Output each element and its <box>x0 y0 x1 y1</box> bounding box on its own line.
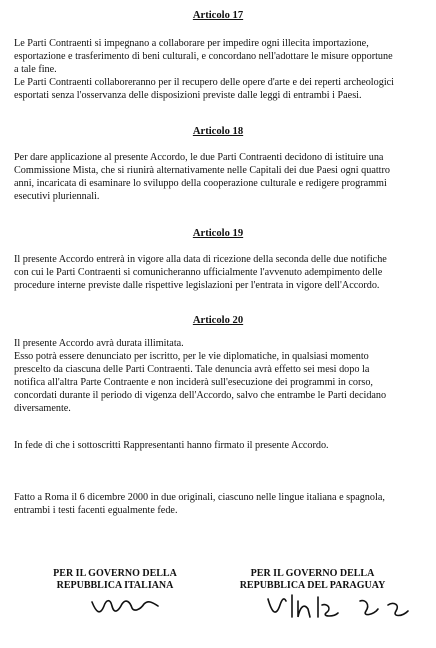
text-line: Il presente Accordo entrerà in vigore alla data di ricezione della seconda delle due notifiche <box>14 254 387 265</box>
text-line: esecutivi pluriennali. <box>14 190 100 202</box>
closing-statement <box>14 440 420 453</box>
text-line: esportati senza l'osservanza delle disposizioni previste dalle leggi di entrambi i Paesi. <box>14 89 362 101</box>
text-line: con cui le Parti Contraenti si comunicheranno ufficialmente l'avvenuto adempimento delle <box>14 266 383 278</box>
text-line: esportazione e trasferimento di beni culturali, e concordano nell'adottare le misure opportune <box>14 50 393 62</box>
article-20-heading: Articolo 20 <box>192 315 244 326</box>
signatory-line: REPUBBLICA DEL PARAGUAY <box>239 580 386 591</box>
signature-paraguay-image <box>262 591 412 625</box>
signatory-paraguay <box>230 568 395 592</box>
text-line: In fede di che i sottoscritti Rappresentanti hanno firmato il presente Accordo. <box>14 440 329 451</box>
article-19-text <box>14 254 420 293</box>
text-line: anni, incaricata di esaminare lo sviluppo della cooperazione culturale e redigere programmi <box>14 177 387 189</box>
text-line: a tale fine. <box>14 63 57 75</box>
text-line: Fatto a Roma il 6 dicembre 2000 in due originali, ciascuno nelle lingue italiana e spagnola, <box>14 492 385 503</box>
text-line: Le Parti Contraenti si impegnano a collaborare per impedire ogni illecita importazione, <box>14 38 369 49</box>
signatory-line: PER IL GOVERNO DELLA <box>250 568 375 579</box>
text-line: diversamente. <box>14 402 71 414</box>
article-18-heading: Articolo 18 <box>192 126 244 137</box>
text-line: Commissione Mista, che si riunirà alternativamente nelle Capitali dei due Paesi ogni quattro <box>14 164 390 176</box>
text-line: procedure interne previste dalle rispettive legislazioni per l'entrata in vigore dell'Accordo. <box>14 279 380 291</box>
text-line: notifica all'altra Parte Contraente e non inciderà sull'esecuzione dei programmi in corso, <box>14 376 373 388</box>
article-19-heading: Articolo 19 <box>192 228 244 239</box>
text-line: concordati durante il periodo di vigenza dell'Accordo, salvo che entrambe le Parti decidano <box>14 389 387 401</box>
text-line: Le Parti Contraenti collaboreranno per il recupero delle opere d'arte e dei reperti archeologici <box>14 76 395 88</box>
text-line: entrambi i testi facenti egualmente fede. <box>14 504 178 516</box>
article-18-text <box>14 152 420 204</box>
text-line: prescelto da ciascuna delle Parti Contraenti. Tale denuncia avrà effetto sei mesi dopo la <box>14 363 370 375</box>
text-line: Esso potrà essere denunciato per iscritto, per le vie diplomatiche, in qualsiasi momento <box>14 350 369 362</box>
signatory-line: REPUBBLICA ITALIANA <box>56 580 174 591</box>
article-17-text <box>14 38 420 103</box>
signature-italy-image <box>88 594 168 620</box>
text-line: Per dare applicazione al presente Accordo, le due Parti Contraenti decidono di istituire una <box>14 152 384 163</box>
signatory-line: PER IL GOVERNO DELLA <box>53 568 177 579</box>
article-20-text <box>14 338 420 415</box>
signatory-italy <box>46 568 184 592</box>
done-at-statement <box>14 492 420 518</box>
article-17-heading: Articolo 17 <box>192 10 244 21</box>
text-line: Il presente Accordo avrà durata illimitata. <box>14 338 184 349</box>
